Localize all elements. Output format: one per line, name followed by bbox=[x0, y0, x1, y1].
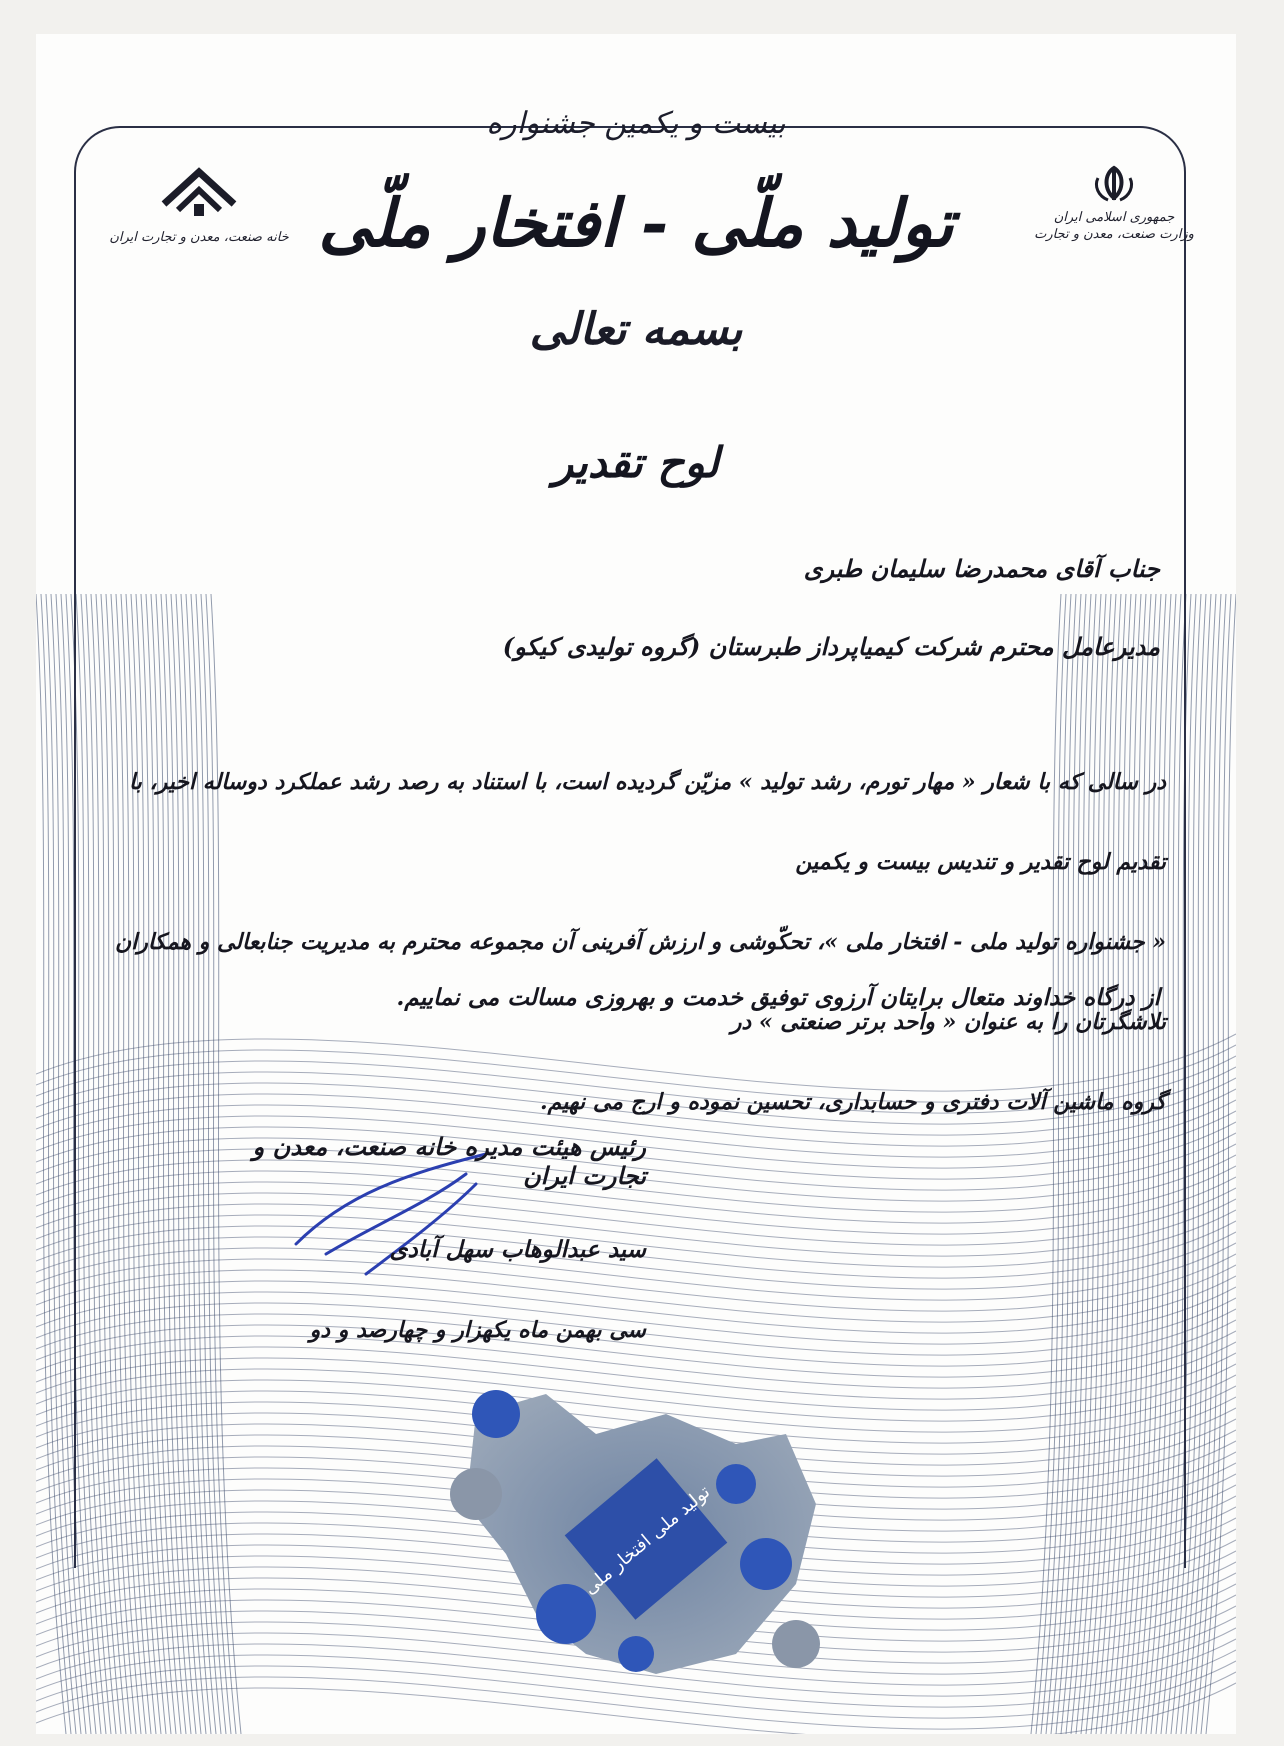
ministry-caption-bottom: وزارت صنعت، معدن و تجارت bbox=[1034, 227, 1194, 242]
certificate-sheet bbox=[36, 34, 1236, 1734]
closing-wish: از درگاه خداوند متعال برایتان آرزوی توفیق خدمت و بهروزی مسالت می نماییم. bbox=[396, 984, 1160, 1011]
signatory-name: سید عبدالوهاب سهل آبادی bbox=[389, 1236, 646, 1263]
recipient-position: مدیرعامل محترم شرکت کیمیاپرداز طبرستان (گروه تولیدی کیکو) bbox=[502, 632, 1160, 661]
chamber-caption: خانه صنعت، معدن و تجارت ایران bbox=[109, 230, 289, 245]
signatory-role: رئیس هیئت مدیره خانه صنعت، معدن و تجارت ایران bbox=[252, 1132, 646, 1190]
document-title: لوح تقدیر bbox=[552, 438, 720, 487]
ministry-caption-top: جمهوری اسلامی ایران bbox=[1053, 210, 1175, 225]
festival-title: تولید ملّی - افتخار ملّی bbox=[318, 184, 954, 262]
festival-emblem bbox=[436, 1354, 866, 1684]
invocation: بسمه تعالی bbox=[529, 304, 743, 355]
festival-edition: بیست و یکمین جشنواره bbox=[486, 106, 786, 141]
issue-date: سی بهمن ماه یکهزار و چهارصد و دو bbox=[309, 1317, 646, 1343]
signatory-block bbox=[186, 1132, 646, 1343]
recipient-salutation: جناب آقای محمدرضا سلیمان طبری bbox=[803, 554, 1160, 583]
citation-line-1: در سالی که با شعار « مهار تورم، رشد تولید » مزیّن گردیده است، با استناد به رصد رشد عملکرد دوساله اخیر، با تقدیم لوح تقدیر و تندیس بیست و یکمین bbox=[129, 769, 1166, 875]
citation-line-3: گروه ماشین آلات دفتری و حسابداری، تحسین نموده و ارج می نهیم. bbox=[539, 1089, 1166, 1115]
citation-line-2: « جشنواره تولید ملی - افتخار ملی »، تحکّوشی و ارزش آفرینی آن مجموعه محترم به مدیریت جنابعالی و همکاران تلاشگرتان را به عنوان « واحد برتر صنعتی » در bbox=[114, 929, 1166, 1035]
citation-paragraph bbox=[106, 742, 1166, 1142]
emblem-label: تولید ملی افتخار ملی bbox=[579, 1481, 715, 1599]
